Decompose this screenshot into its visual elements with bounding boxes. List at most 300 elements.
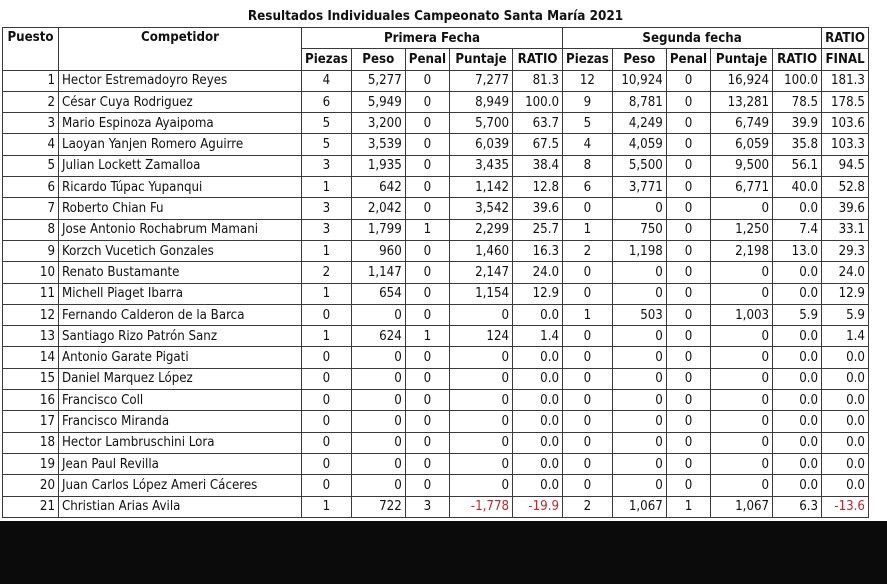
cell-f1-penal: 0 (405, 177, 449, 198)
cell-f1-peso: 0 (351, 368, 405, 389)
cell-competidor: Michell Piaget Ibarra (59, 283, 302, 304)
cell-f2-piezas: 5 (563, 113, 613, 134)
cell-f1-puntaje: 0 (450, 347, 513, 368)
cell-competidor: Santiago Rizo Patrón Sanz (59, 326, 302, 347)
cell-f2-piezas: 0 (563, 432, 613, 453)
cell-f2-puntaje: 0 (711, 411, 773, 432)
cell-puesto: 9 (3, 240, 59, 261)
cell-f1-piezas: 1 (302, 240, 352, 261)
header-primera-fecha: Primera Fecha (302, 28, 563, 49)
cell-f1-puntaje: 0 (450, 453, 513, 474)
cell-f2-peso: 4,059 (612, 134, 666, 155)
table-row (3, 326, 869, 347)
cell-f2-peso: 1,198 (612, 240, 666, 261)
cell-f2-peso: 0 (612, 453, 666, 474)
cell-f1-peso: 1,799 (351, 219, 405, 240)
cell-f1-ratio: 1.4 (513, 326, 563, 347)
cell-f1-peso: 0 (351, 347, 405, 368)
cell-f2-puntaje: 0 (711, 326, 773, 347)
table-row (3, 368, 869, 389)
cell-f2-piezas: 6 (563, 177, 613, 198)
cell-puesto: 6 (3, 177, 59, 198)
cell-f2-peso: 0 (612, 368, 666, 389)
cell-f1-peso: 5,277 (351, 70, 405, 91)
cell-f2-puntaje: 1,250 (711, 219, 773, 240)
cell-f2-peso: 0 (612, 283, 666, 304)
cell-ratio-final: 24.0 (822, 262, 869, 283)
cell-f1-ratio: 0.0 (513, 432, 563, 453)
cell-f2-peso: 0 (612, 326, 666, 347)
cell-ratio-final: 33.1 (822, 219, 869, 240)
cell-f1-piezas: 1 (302, 326, 352, 347)
cell-puesto: 12 (3, 304, 59, 325)
cell-f2-piezas: 9 (563, 91, 613, 112)
cell-ratio-final: 0.0 (822, 368, 869, 389)
cell-puesto: 20 (3, 475, 59, 496)
cell-f1-ratio: 12.8 (513, 177, 563, 198)
cell-f1-puntaje: 0 (450, 475, 513, 496)
cell-f2-penal: 0 (666, 113, 710, 134)
cell-ratio-final: 5.9 (822, 304, 869, 325)
cell-f2-piezas: 12 (563, 70, 613, 91)
cell-f2-piezas: 0 (563, 347, 613, 368)
header-f1-piezas: Piezas (302, 49, 352, 70)
cell-f1-piezas: 3 (302, 198, 352, 219)
cell-f1-ratio: 0.0 (513, 453, 563, 474)
cell-f1-puntaje: 0 (450, 411, 513, 432)
cell-f2-penal: 0 (666, 326, 710, 347)
cell-f1-piezas: 0 (302, 432, 352, 453)
cell-f2-ratio: 56.1 (773, 155, 822, 176)
cell-ratio-final: 0.0 (822, 347, 869, 368)
cell-f2-peso: 0 (612, 390, 666, 411)
table-row (3, 496, 869, 517)
cell-f1-piezas: 4 (302, 70, 352, 91)
cell-f2-penal: 0 (666, 432, 710, 453)
cell-ratio-final: 39.6 (822, 198, 869, 219)
cell-f2-piezas: 0 (563, 326, 613, 347)
cell-ratio-final: 29.3 (822, 240, 869, 261)
cell-f2-ratio: 0.0 (773, 390, 822, 411)
cell-puesto: 11 (3, 283, 59, 304)
cell-puesto: 3 (3, 113, 59, 134)
header-competidor: Competidor (59, 28, 302, 71)
cell-f1-peso: 722 (351, 496, 405, 517)
cell-competidor: Ricardo Túpac Yupanqui (59, 177, 302, 198)
cell-f2-ratio: 0.0 (773, 432, 822, 453)
cell-f1-penal: 0 (405, 347, 449, 368)
cell-f2-puntaje: 6,771 (711, 177, 773, 198)
cell-f1-penal: 0 (405, 262, 449, 283)
cell-f2-penal: 1 (666, 496, 710, 517)
cell-f1-puntaje: 1,460 (450, 240, 513, 261)
cell-f2-piezas: 0 (563, 283, 613, 304)
cell-f1-penal: 0 (405, 155, 449, 176)
cell-f1-penal: 0 (405, 113, 449, 134)
cell-f1-penal: 1 (405, 219, 449, 240)
cell-puesto: 10 (3, 262, 59, 283)
cell-competidor: Antonio Garate Pigati (59, 347, 302, 368)
cell-f1-puntaje: 124 (450, 326, 513, 347)
table-row (3, 134, 869, 155)
cell-f1-peso: 1,147 (351, 262, 405, 283)
table-row (3, 113, 869, 134)
cell-f2-penal: 0 (666, 475, 710, 496)
cell-puesto: 8 (3, 219, 59, 240)
table-title: Resultados Individuales Campeonato Santa María 2021 (3, 6, 869, 28)
cell-f1-peso: 0 (351, 432, 405, 453)
cell-f1-puntaje: 0 (450, 304, 513, 325)
cell-f2-penal: 0 (666, 155, 710, 176)
table-row (3, 432, 869, 453)
cell-ratio-final: 103.6 (822, 113, 869, 134)
cell-f2-ratio: 0.0 (773, 262, 822, 283)
cell-f1-penal: 0 (405, 368, 449, 389)
cell-f1-puntaje: 2,147 (450, 262, 513, 283)
cell-f1-puntaje: 3,435 (450, 155, 513, 176)
header-f2-penal: Penal (666, 49, 710, 70)
cell-f1-peso: 642 (351, 177, 405, 198)
cell-f2-peso: 0 (612, 347, 666, 368)
cell-f1-peso: 624 (351, 326, 405, 347)
cell-f2-penal: 0 (666, 453, 710, 474)
cell-f2-puntaje: 16,924 (711, 70, 773, 91)
cell-f2-ratio: 0.0 (773, 453, 822, 474)
cell-ratio-final: -13.6 (822, 496, 869, 517)
cell-competidor: Francisco Miranda (59, 411, 302, 432)
cell-f2-ratio: 40.0 (773, 177, 822, 198)
cell-competidor: Juan Carlos López Ameri Cáceres (59, 475, 302, 496)
cell-f2-puntaje: 0 (711, 453, 773, 474)
cell-f1-piezas: 1 (302, 177, 352, 198)
cell-f2-puntaje: 0 (711, 198, 773, 219)
cell-f2-peso: 0 (612, 262, 666, 283)
cell-f1-puntaje: 6,039 (450, 134, 513, 155)
cell-puesto: 18 (3, 432, 59, 453)
table-row (3, 475, 869, 496)
cell-f2-penal: 0 (666, 411, 710, 432)
cell-f1-puntaje: 8,949 (450, 91, 513, 112)
cell-f1-peso: 654 (351, 283, 405, 304)
cell-f2-peso: 1,067 (612, 496, 666, 517)
header-f2-piezas: Piezas (563, 49, 613, 70)
cell-ratio-final: 94.5 (822, 155, 869, 176)
cell-f2-peso: 8,781 (612, 91, 666, 112)
cell-f1-ratio: 100.0 (513, 91, 563, 112)
cell-ratio-final: 1.4 (822, 326, 869, 347)
cell-f2-ratio: 0.0 (773, 475, 822, 496)
cell-f2-piezas: 2 (563, 240, 613, 261)
cell-f1-penal: 0 (405, 283, 449, 304)
cell-f1-peso: 2,042 (351, 198, 405, 219)
cell-f2-ratio: 35.8 (773, 134, 822, 155)
header-f2-ratio: RATIO (773, 49, 822, 70)
cell-competidor: Daniel Marquez López (59, 368, 302, 389)
header-ratio-final-top: RATIO (822, 28, 869, 49)
cell-f1-penal: 0 (405, 453, 449, 474)
cell-f1-ratio: 12.9 (513, 283, 563, 304)
cell-f2-peso: 3,771 (612, 177, 666, 198)
cell-f2-ratio: 13.0 (773, 240, 822, 261)
cell-f2-piezas: 0 (563, 411, 613, 432)
cell-f2-puntaje: 1,067 (711, 496, 773, 517)
cell-f1-ratio: 0.0 (513, 411, 563, 432)
cell-f2-penal: 0 (666, 198, 710, 219)
cell-puesto: 2 (3, 91, 59, 112)
cell-f2-piezas: 1 (563, 219, 613, 240)
cell-f1-ratio: 81.3 (513, 70, 563, 91)
cell-f1-penal: 0 (405, 411, 449, 432)
cell-f2-penal: 0 (666, 304, 710, 325)
cell-f2-peso: 503 (612, 304, 666, 325)
cell-f1-ratio: 0.0 (513, 347, 563, 368)
cell-f1-puntaje: 0 (450, 432, 513, 453)
cell-f1-puntaje: 0 (450, 390, 513, 411)
cell-f1-piezas: 3 (302, 155, 352, 176)
cell-f1-puntaje: 1,154 (450, 283, 513, 304)
cell-f2-peso: 4,249 (612, 113, 666, 134)
cell-f2-peso: 0 (612, 198, 666, 219)
cell-f2-piezas: 0 (563, 368, 613, 389)
header-f2-puntaje: Puntaje (711, 49, 773, 70)
cell-f1-piezas: 0 (302, 453, 352, 474)
table-row (3, 411, 869, 432)
cell-f2-puntaje: 0 (711, 432, 773, 453)
table-row (3, 304, 869, 325)
cell-f2-ratio: 0.0 (773, 411, 822, 432)
cell-competidor: Renato Bustamante (59, 262, 302, 283)
cell-f1-piezas: 6 (302, 91, 352, 112)
header-f1-peso: Peso (351, 49, 405, 70)
cell-f1-puntaje: 0 (450, 368, 513, 389)
header-segunda-fecha: Segunda fecha (563, 28, 822, 49)
cell-competidor: Christian Arias Avila (59, 496, 302, 517)
cell-f2-puntaje: 0 (711, 390, 773, 411)
cell-f2-peso: 0 (612, 432, 666, 453)
cell-f1-puntaje: 5,700 (450, 113, 513, 134)
cell-f1-penal: 0 (405, 70, 449, 91)
bottom-band (0, 521, 887, 584)
cell-f2-penal: 0 (666, 262, 710, 283)
cell-ratio-final: 0.0 (822, 453, 869, 474)
results-table (2, 6, 869, 518)
cell-f1-piezas: 1 (302, 283, 352, 304)
cell-ratio-final: 12.9 (822, 283, 869, 304)
cell-f1-puntaje: 2,299 (450, 219, 513, 240)
cell-f1-penal: 0 (405, 240, 449, 261)
cell-f2-penal: 0 (666, 134, 710, 155)
cell-f2-puntaje: 6,059 (711, 134, 773, 155)
cell-f1-penal: 0 (405, 91, 449, 112)
cell-f1-piezas: 0 (302, 347, 352, 368)
cell-f1-ratio: 0.0 (513, 368, 563, 389)
cell-f1-puntaje: -1,778 (450, 496, 513, 517)
cell-ratio-final: 0.0 (822, 475, 869, 496)
table-row (3, 283, 869, 304)
cell-f2-piezas: 0 (563, 390, 613, 411)
cell-f1-ratio: 38.4 (513, 155, 563, 176)
cell-f2-puntaje: 0 (711, 368, 773, 389)
cell-f2-penal: 0 (666, 70, 710, 91)
cell-f1-penal: 0 (405, 198, 449, 219)
cell-ratio-final: 0.0 (822, 390, 869, 411)
table-row (3, 453, 869, 474)
cell-f1-piezas: 1 (302, 496, 352, 517)
cell-f1-peso: 960 (351, 240, 405, 261)
cell-f2-ratio: 5.9 (773, 304, 822, 325)
cell-f2-ratio: 78.5 (773, 91, 822, 112)
cell-f2-penal: 0 (666, 390, 710, 411)
cell-f1-ratio: 25.7 (513, 219, 563, 240)
cell-puesto: 7 (3, 198, 59, 219)
header-f2-peso: Peso (612, 49, 666, 70)
cell-f1-piezas: 0 (302, 368, 352, 389)
cell-competidor: Francisco Coll (59, 390, 302, 411)
cell-f1-puntaje: 7,277 (450, 70, 513, 91)
cell-ratio-final: 181.3 (822, 70, 869, 91)
cell-f1-penal: 0 (405, 304, 449, 325)
cell-competidor: Hector Lambruschini Lora (59, 432, 302, 453)
cell-f2-puntaje: 0 (711, 347, 773, 368)
cell-f2-piezas: 2 (563, 496, 613, 517)
cell-f1-piezas: 2 (302, 262, 352, 283)
cell-f2-ratio: 6.3 (773, 496, 822, 517)
cell-competidor: Jose Antonio Rochabrum Mamani (59, 219, 302, 240)
cell-f1-ratio: 67.5 (513, 134, 563, 155)
cell-competidor: Laoyan Yanjen Romero Aguirre (59, 134, 302, 155)
table-row (3, 91, 869, 112)
cell-ratio-final: 103.3 (822, 134, 869, 155)
cell-f2-ratio: 100.0 (773, 70, 822, 91)
table-row (3, 70, 869, 91)
cell-f1-penal: 0 (405, 475, 449, 496)
cell-f1-piezas: 5 (302, 113, 352, 134)
cell-ratio-final: 0.0 (822, 432, 869, 453)
cell-f2-puntaje: 6,749 (711, 113, 773, 134)
cell-ratio-final: 52.8 (822, 177, 869, 198)
cell-competidor: Julian Lockett Zamalloa (59, 155, 302, 176)
cell-f2-penal: 0 (666, 177, 710, 198)
cell-competidor: Fernando Calderon de la Barca (59, 304, 302, 325)
cell-f1-peso: 3,200 (351, 113, 405, 134)
cell-f1-ratio: 39.6 (513, 198, 563, 219)
cell-f2-peso: 750 (612, 219, 666, 240)
cell-f2-puntaje: 0 (711, 283, 773, 304)
cell-f1-peso: 0 (351, 304, 405, 325)
cell-f1-piezas: 0 (302, 304, 352, 325)
cell-f2-piezas: 0 (563, 198, 613, 219)
cell-f2-ratio: 7.4 (773, 219, 822, 240)
cell-f2-ratio: 0.0 (773, 347, 822, 368)
cell-f1-peso: 0 (351, 411, 405, 432)
cell-f2-penal: 0 (666, 283, 710, 304)
cell-f1-penal: 1 (405, 326, 449, 347)
cell-ratio-final: 178.5 (822, 91, 869, 112)
cell-f2-peso: 10,924 (612, 70, 666, 91)
cell-f2-ratio: 0.0 (773, 198, 822, 219)
cell-f1-peso: 0 (351, 453, 405, 474)
cell-competidor: Korzch Vucetich Gonzales (59, 240, 302, 261)
cell-f1-peso: 0 (351, 475, 405, 496)
header-f1-ratio: RATIO (513, 49, 563, 70)
cell-f2-puntaje: 13,281 (711, 91, 773, 112)
cell-f2-piezas: 0 (563, 453, 613, 474)
table-row (3, 155, 869, 176)
cell-f2-penal: 0 (666, 347, 710, 368)
cell-f1-ratio: 0.0 (513, 390, 563, 411)
cell-f1-puntaje: 3,542 (450, 198, 513, 219)
header-puesto: Puesto (3, 28, 59, 71)
cell-f2-piezas: 0 (563, 475, 613, 496)
cell-f1-penal: 0 (405, 390, 449, 411)
cell-f1-ratio: -19.9 (513, 496, 563, 517)
cell-f2-piezas: 0 (563, 262, 613, 283)
cell-puesto: 21 (3, 496, 59, 517)
cell-f1-piezas: 0 (302, 475, 352, 496)
cell-f2-piezas: 1 (563, 304, 613, 325)
cell-f1-ratio: 24.0 (513, 262, 563, 283)
cell-puesto: 17 (3, 411, 59, 432)
cell-f1-ratio: 0.0 (513, 304, 563, 325)
cell-f1-ratio: 0.0 (513, 475, 563, 496)
cell-puesto: 16 (3, 390, 59, 411)
cell-f1-penal: 0 (405, 134, 449, 155)
cell-puesto: 4 (3, 134, 59, 155)
title-row (3, 6, 869, 28)
cell-f1-piezas: 0 (302, 411, 352, 432)
table-row (3, 198, 869, 219)
cell-f1-ratio: 16.3 (513, 240, 563, 261)
table-row (3, 177, 869, 198)
cell-f2-penal: 0 (666, 91, 710, 112)
cell-f1-penal: 3 (405, 496, 449, 517)
cell-puesto: 13 (3, 326, 59, 347)
cell-competidor: César Cuya Rodriguez (59, 91, 302, 112)
cell-f2-puntaje: 0 (711, 475, 773, 496)
cell-f2-puntaje: 9,500 (711, 155, 773, 176)
header-ratio-final-bottom: FINAL (822, 49, 869, 70)
cell-f1-peso: 0 (351, 390, 405, 411)
cell-f1-ratio: 63.7 (513, 113, 563, 134)
cell-f2-puntaje: 0 (711, 262, 773, 283)
cell-f2-penal: 0 (666, 240, 710, 261)
header-row-1 (3, 28, 869, 49)
cell-f2-piezas: 8 (563, 155, 613, 176)
cell-f1-piezas: 3 (302, 219, 352, 240)
cell-puesto: 1 (3, 70, 59, 91)
cell-f2-ratio: 0.0 (773, 368, 822, 389)
table-row (3, 219, 869, 240)
cell-f2-ratio: 0.0 (773, 283, 822, 304)
cell-f1-piezas: 0 (302, 390, 352, 411)
cell-f2-peso: 5,500 (612, 155, 666, 176)
cell-f2-peso: 0 (612, 411, 666, 432)
cell-f2-puntaje: 1,003 (711, 304, 773, 325)
cell-puesto: 5 (3, 155, 59, 176)
cell-f1-peso: 1,935 (351, 155, 405, 176)
cell-f1-peso: 3,539 (351, 134, 405, 155)
table-row (3, 240, 869, 261)
cell-f2-piezas: 4 (563, 134, 613, 155)
cell-f2-puntaje: 2,198 (711, 240, 773, 261)
header-f1-penal: Penal (405, 49, 449, 70)
cell-f2-peso: 0 (612, 475, 666, 496)
cell-competidor: Mario Espinoza Ayaipoma (59, 113, 302, 134)
table-row (3, 262, 869, 283)
cell-competidor: Roberto Chian Fu (59, 198, 302, 219)
cell-f2-ratio: 0.0 (773, 326, 822, 347)
cell-puesto: 14 (3, 347, 59, 368)
